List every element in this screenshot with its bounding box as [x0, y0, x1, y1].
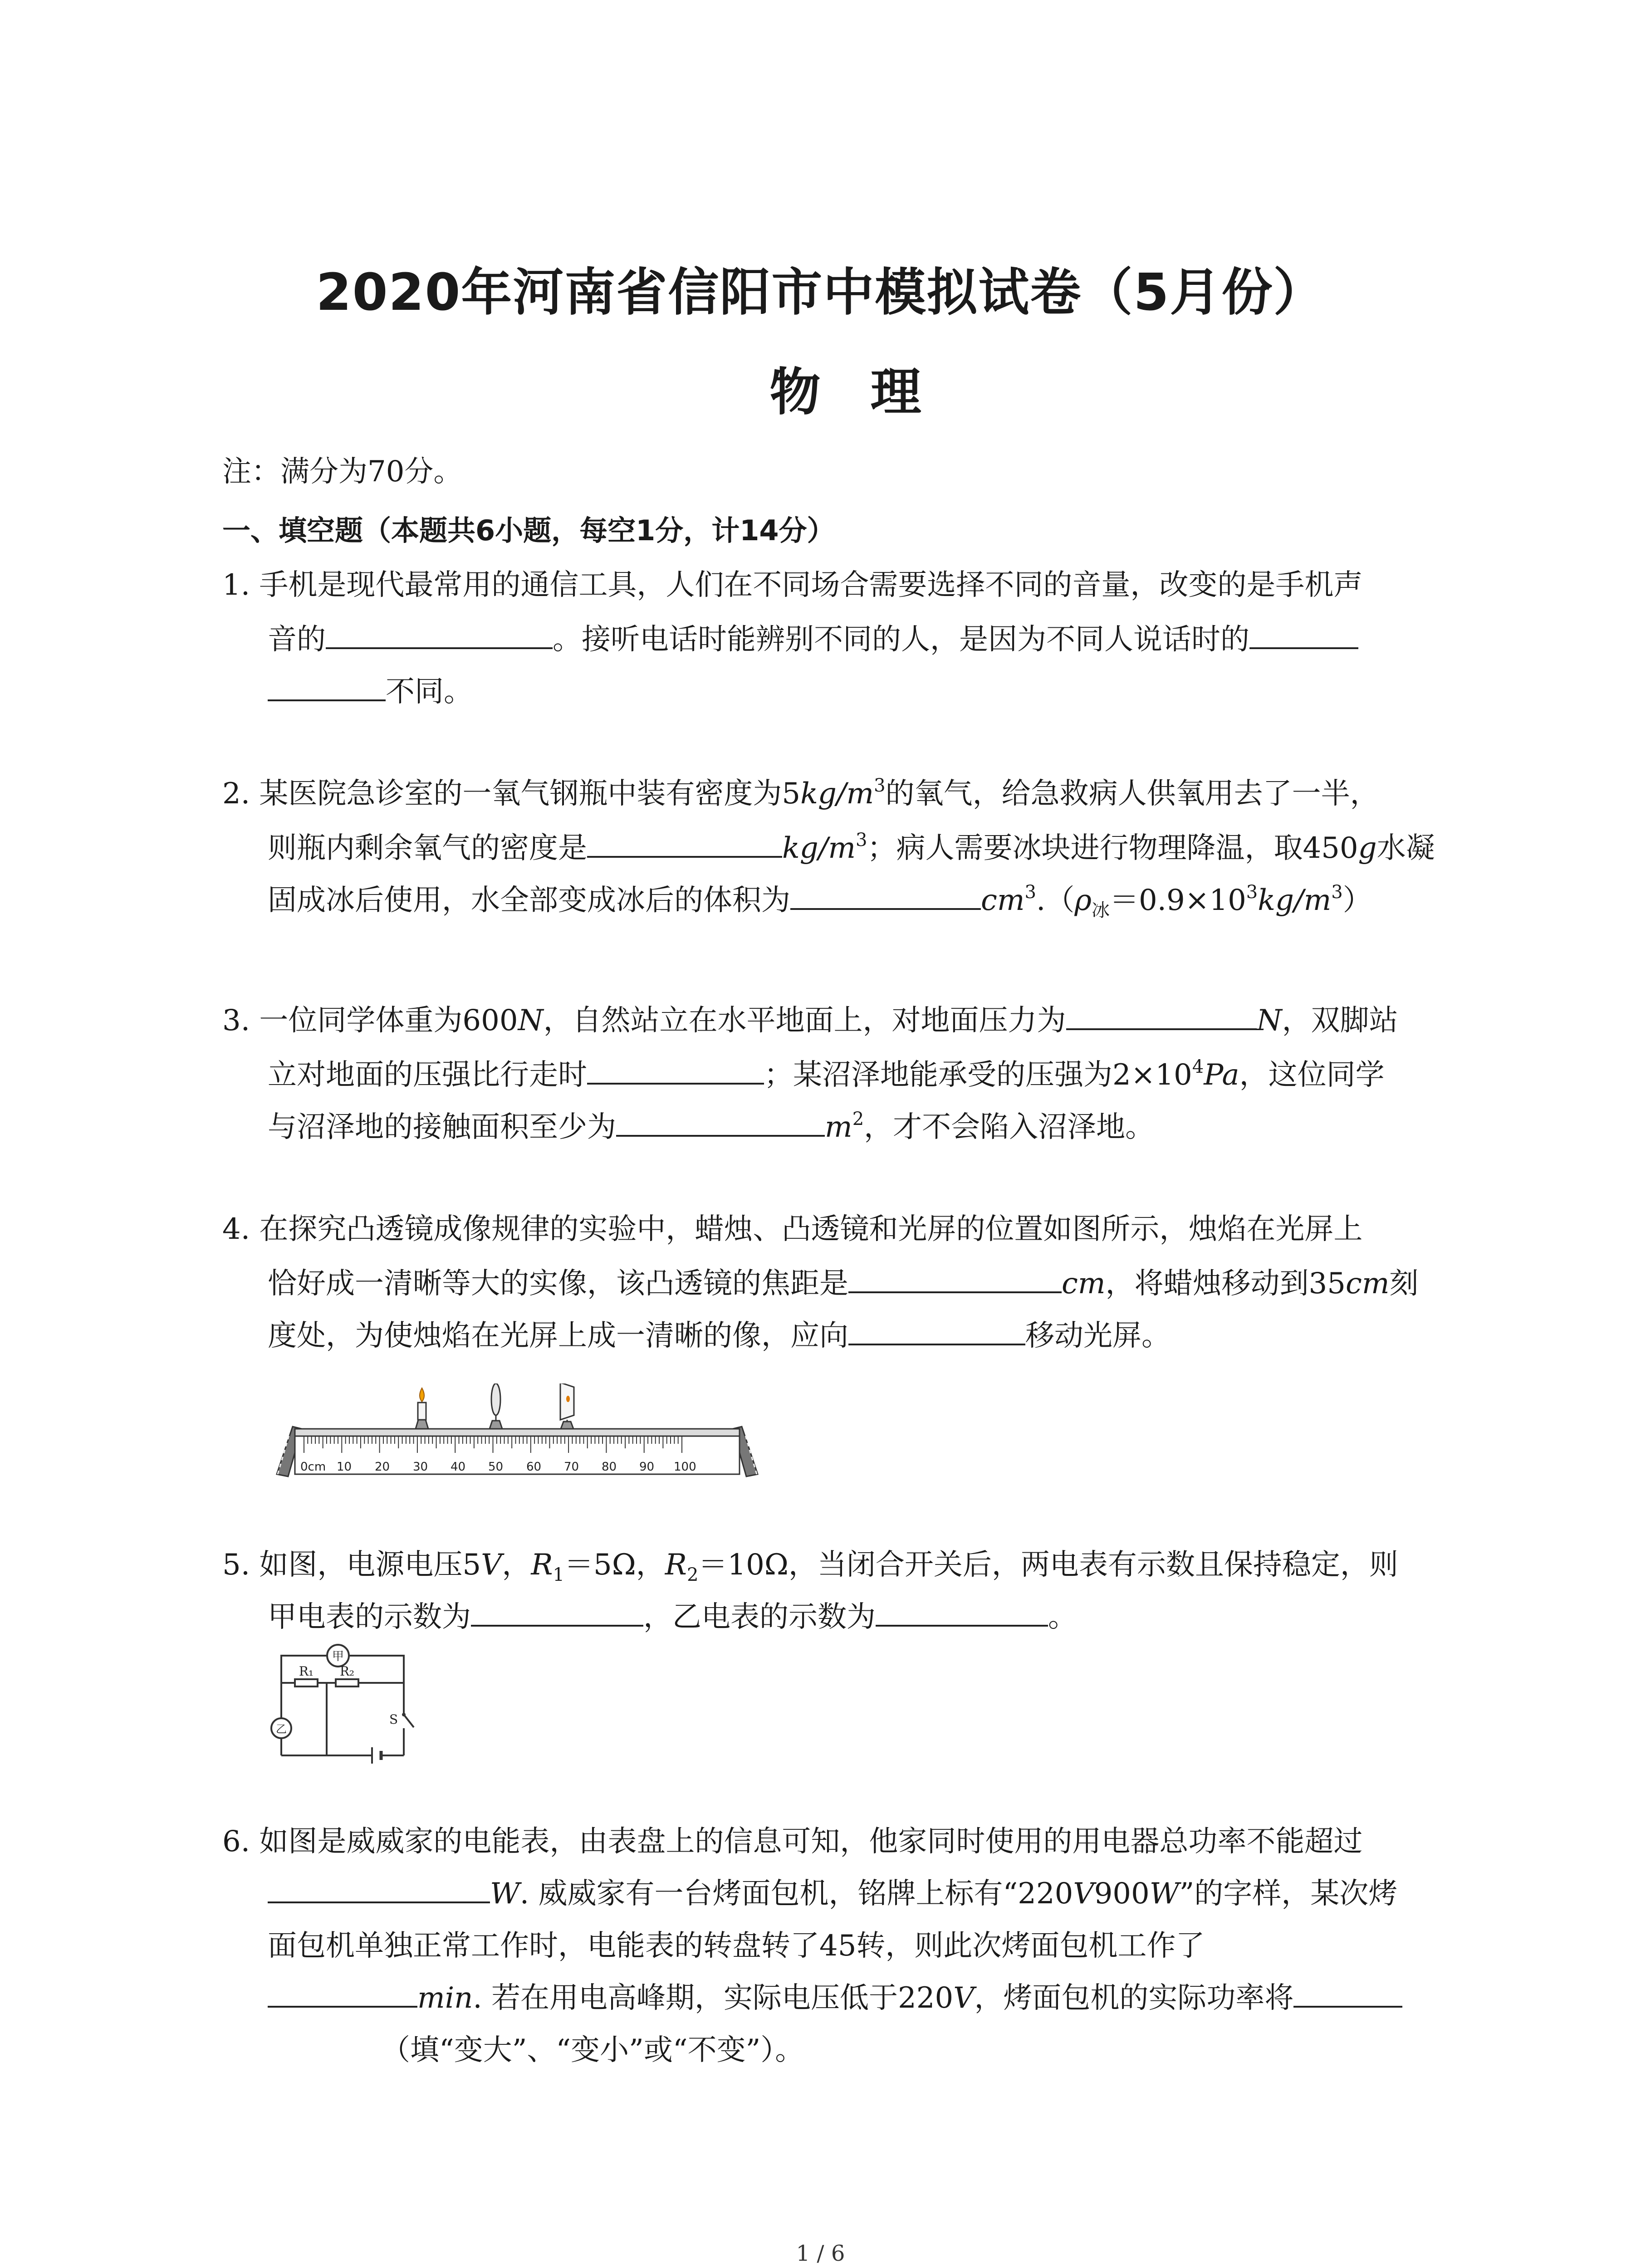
q3-line1: 3. 一位同学体重为600N，自然站立在水平地面上，对地面压力为 N，双脚站	[222, 998, 1398, 1043]
page-number: 1 / 6	[796, 2241, 845, 2266]
answer-blank[interactable]	[848, 1263, 1062, 1293]
answer-blank[interactable]	[268, 1978, 417, 2008]
resistor-r2-label: R₂	[339, 1664, 355, 1679]
answer-blank[interactable]	[268, 671, 386, 701]
answer-blank[interactable]	[876, 1597, 1048, 1627]
answer-blank[interactable]	[268, 1873, 490, 1903]
ruler-label: 80	[602, 1460, 617, 1474]
q6-line5: （填“变大”、“变小”或“不变”）。	[381, 2033, 804, 2067]
q4-line3: 度处，为使烛焰在光屏上成一清晰的像，应向 移动光屏。	[268, 1313, 1171, 1359]
resistor-r1	[295, 1679, 318, 1686]
svg-text:乙: 乙	[276, 1723, 287, 1735]
resistor-r2	[336, 1679, 358, 1686]
q2-line2: 则瓶内剩余氧气的密度是 $kg/m^3$；病人需要冰块进行物理降温，取450g水凝	[268, 826, 1435, 871]
q6-line1: 6. 如图是威威家的电能表，由表盘上的信息可知，他家同时使用的用电器总功率不能超过	[222, 1825, 1363, 1858]
answer-blank[interactable]	[1293, 1978, 1402, 2008]
q1-line3: 不同。	[268, 669, 473, 714]
q5-line1: 5. 如图，电源电压5V，$R_1=5\Omega$，$R_2=10\Omega$，当闭合开关后，两电表有示数且保持稳定，则	[222, 1548, 1398, 1585]
q1-line1: 1. 手机是现代最常用的通信工具，人们在不同场合需要选择不同的音量，改变的是手机声	[222, 568, 1363, 602]
resistor-r1-label: R₁	[299, 1664, 314, 1679]
q6-line4: min. 若在用电高峰期，实际电压低于220V，烤面包机的实际功率将	[268, 1975, 1402, 2021]
ruler-label: 40	[451, 1460, 466, 1474]
q2-line3: 固成冰后使用，水全部变成冰后的体积为 $cm^3.(\rho_冰=0.9\times 10^3kg/m^3)$	[268, 878, 1372, 923]
ruler-label: 60	[526, 1460, 542, 1474]
answer-blank[interactable]	[1066, 1000, 1257, 1030]
meter-jia	[327, 1645, 349, 1667]
answer-blank[interactable]	[616, 1107, 825, 1137]
svg-text:S: S	[389, 1712, 398, 1727]
ruler-label: 10	[337, 1460, 352, 1474]
battery	[372, 1747, 381, 1764]
q2-line1: 2. 某医院急诊室的一氧气钢瓶中装有密度为$5kg/m^3$的氧气，给急救病人供氧用去了一半，	[222, 775, 1379, 811]
circuit-diagram	[268, 1642, 422, 1769]
switch-s	[389, 1712, 414, 1727]
q6-line3: 面包机单独正常工作时，电能表的转盘转了45转，则此次烤面包机工作了	[268, 1929, 1205, 1963]
optical-bench-figure	[268, 1383, 767, 1492]
q3-line2: 立对地面的压强比行走时 ；某沼泽地能承受的压强为$2\times 10^4Pa$，这位同学	[268, 1052, 1385, 1098]
q3-line3: 与沼泽地的接触面积至少为 $m^2$，才不会陷入沼泽地。	[268, 1105, 1154, 1150]
section-heading: 一、填空题（本题共6小题，每空1分，计14分）	[222, 514, 835, 547]
ruler-label: 100	[674, 1460, 696, 1474]
q4-line2: 恰好成一清晰等大的实像，该凸透镜的焦距是 cm，将蜡烛移动到35cm刻	[268, 1261, 1419, 1306]
answer-blank[interactable]	[587, 828, 782, 858]
ruler-label: 30	[413, 1460, 428, 1474]
answer-blank[interactable]	[587, 1055, 764, 1085]
page-title: 2020年河南省信阳市中模拟试卷（5月份）	[316, 263, 1325, 322]
bench-ruler	[295, 1436, 740, 1474]
answer-blank[interactable]	[1249, 619, 1358, 649]
svg-text:甲: 甲	[332, 1650, 344, 1663]
bench-rail	[295, 1429, 740, 1436]
candle	[416, 1388, 428, 1429]
ruler-label: 20	[375, 1460, 390, 1474]
ruler-label: 0cm	[300, 1460, 326, 1474]
answer-blank[interactable]	[790, 880, 981, 910]
subject-title: 物理	[769, 363, 971, 422]
meter-yi	[271, 1718, 291, 1738]
light-screen	[560, 1383, 574, 1429]
answer-blank[interactable]	[471, 1597, 643, 1627]
q1-line2: 音的 。接听电话时能辨别不同的人，是因为不同人说话时的	[268, 617, 1358, 662]
answer-blank[interactable]	[848, 1315, 1025, 1345]
q5-line2: 甲电表的示数为 ，乙电表的示数为 。	[268, 1594, 1077, 1640]
ruler-label: 70	[564, 1460, 579, 1474]
ruler-label: 90	[639, 1460, 655, 1474]
answer-blank[interactable]	[326, 619, 553, 649]
q6-line2: W. 威威家有一台烤面包机，铭牌上标有“220V900W”的字样，某次烤	[268, 1871, 1397, 1916]
convex-lens	[490, 1383, 502, 1429]
ruler-label: 50	[488, 1460, 504, 1474]
q4-line1: 4. 在探究凸透镜成像规律的实验中，蜡烛、凸透镜和光屏的位置如图所示，烛焰在光屏上	[222, 1212, 1363, 1246]
score-note: 注：满分为70分。	[222, 455, 463, 489]
